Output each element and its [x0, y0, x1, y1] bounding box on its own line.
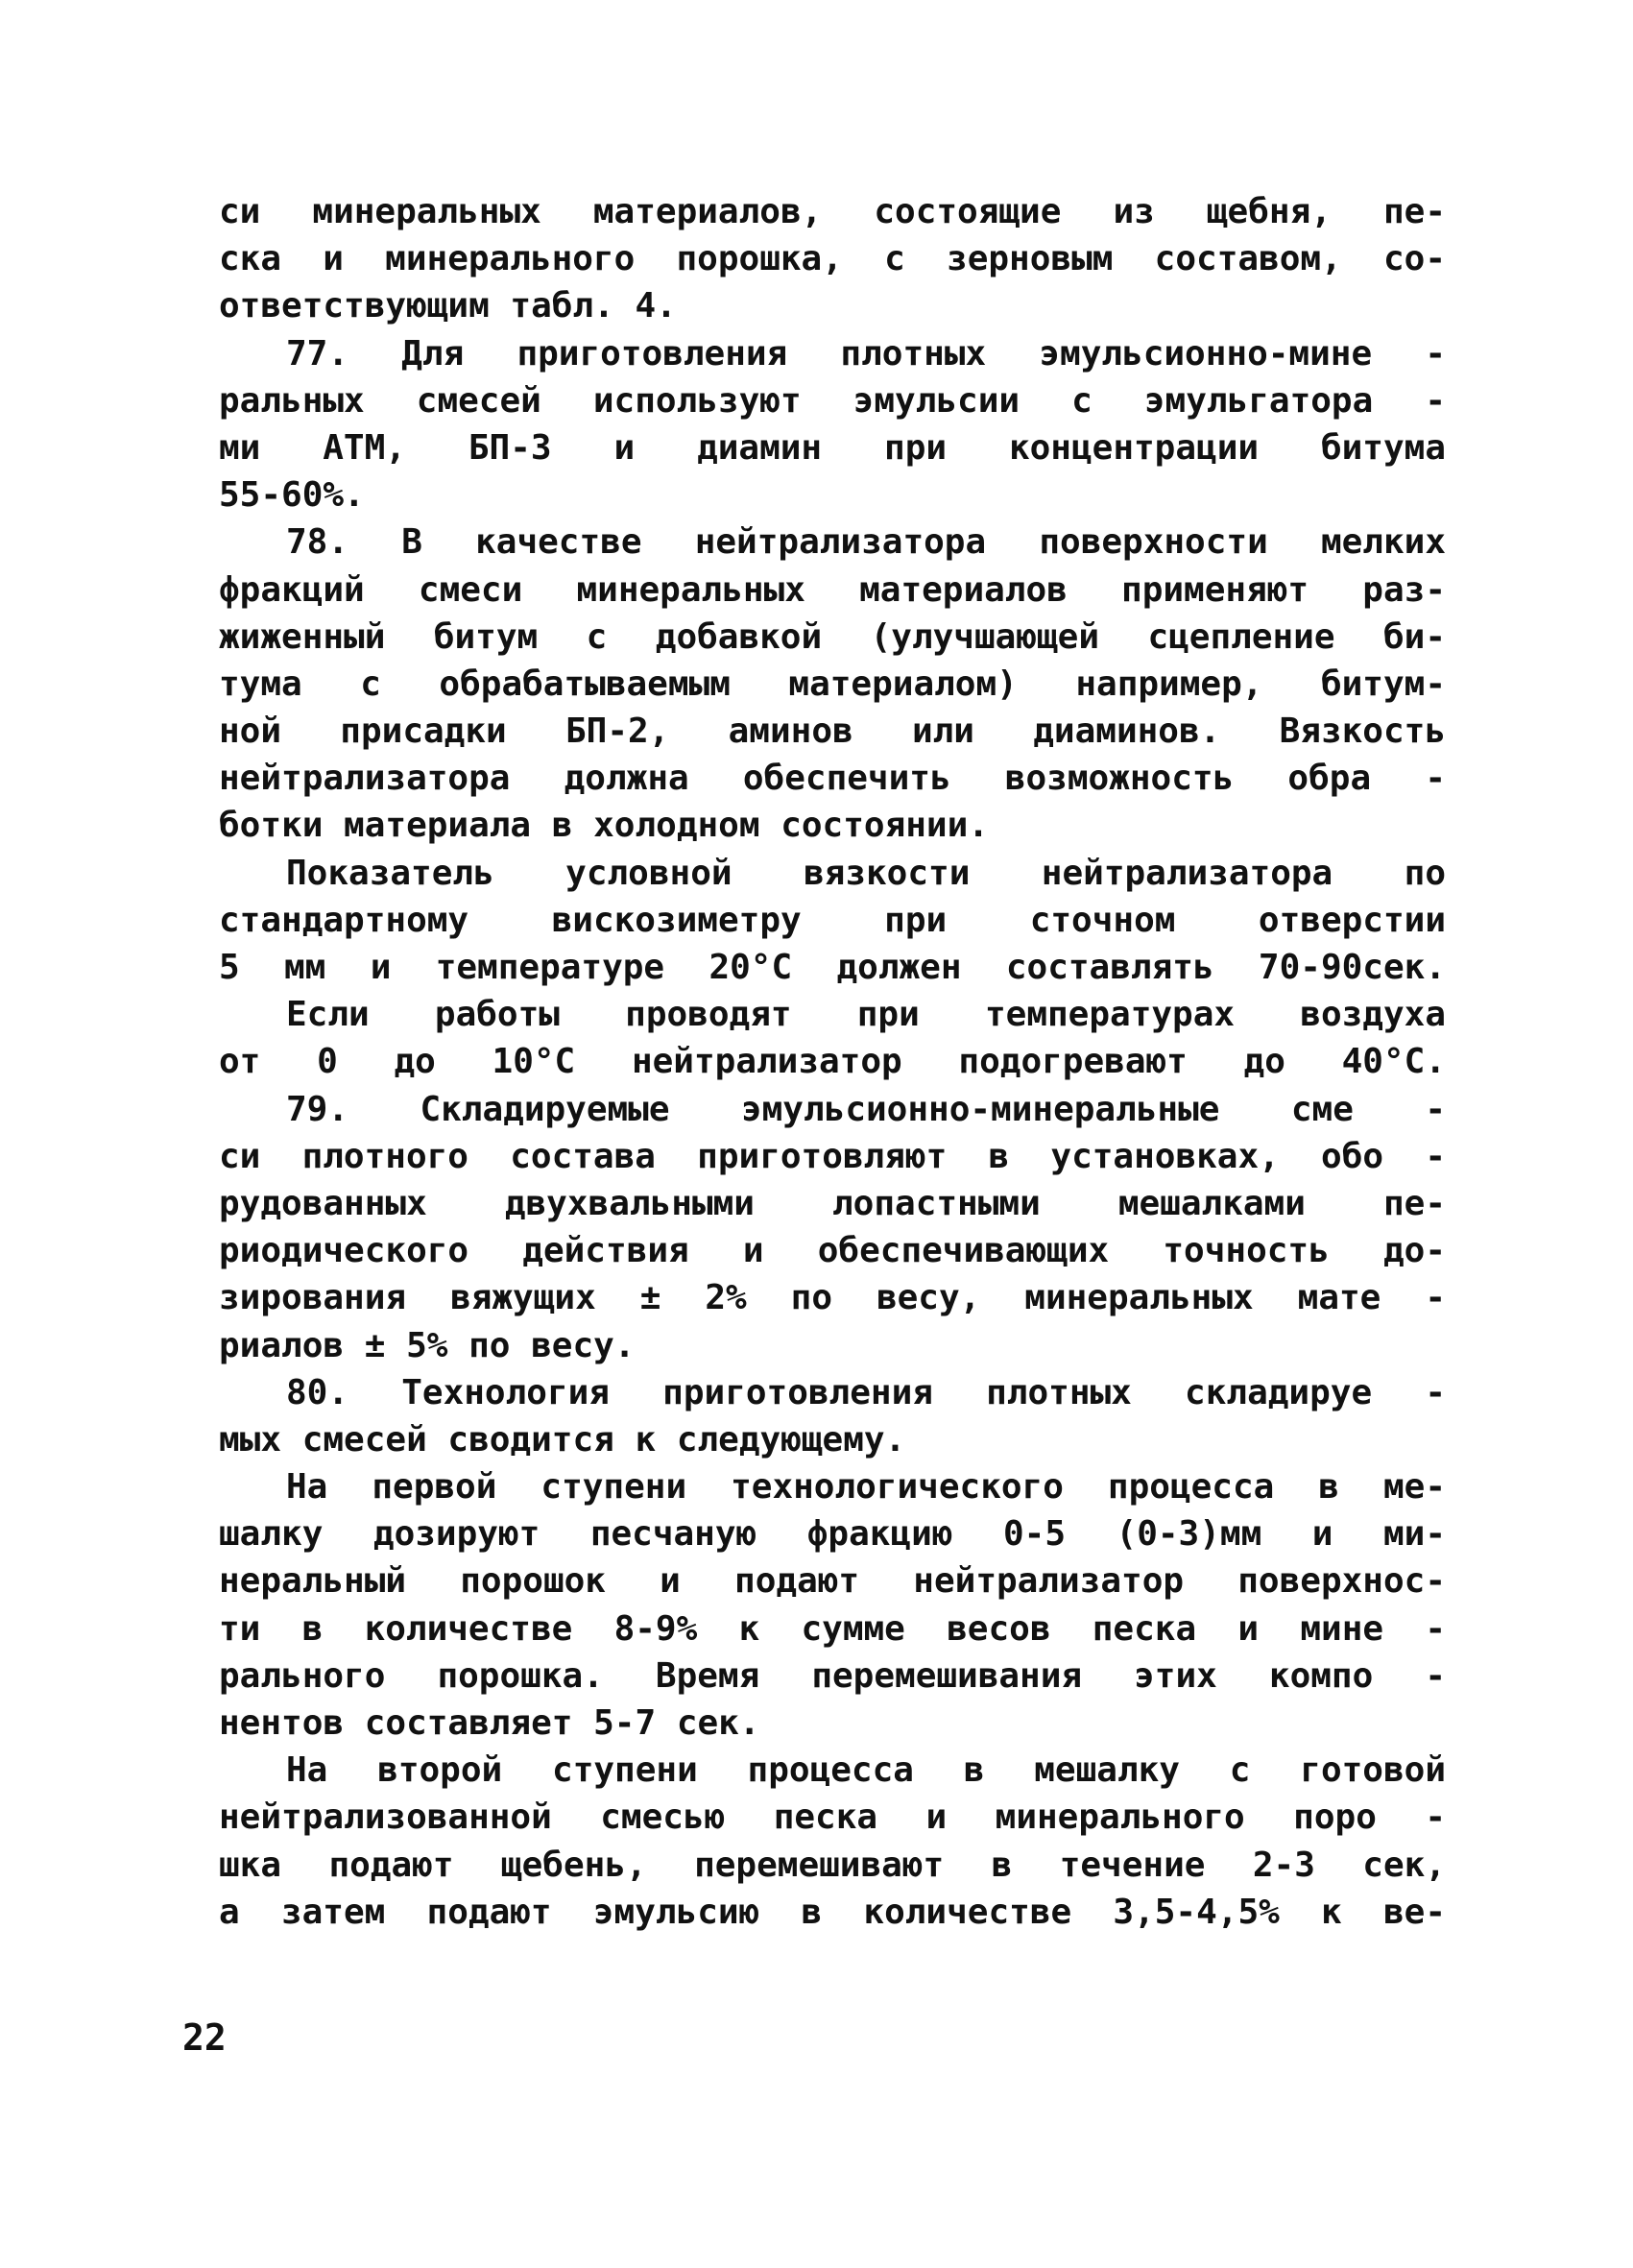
text-line: ральных смесей используют эмульсии с эмульгатора - [219, 380, 1446, 421]
text-line: ботки материала в холодном состоянии. [219, 806, 989, 846]
text-line: нентов составляет 5-7 сек. [219, 1703, 760, 1743]
text-line: жиженный битум с добавкой (улучшающей сцепление би- [219, 616, 1446, 657]
text-line: шалку дозируют песчаную фракцию 0-5 (0-3)мм и ми- [219, 1514, 1446, 1555]
page-number: 22 [182, 2016, 227, 2059]
text-line: ти в количестве 8-9% к сумме весов песка и мине - [219, 1608, 1446, 1649]
text-line: от 0 до 10°С нейтрализатор подогревают до 40°С. [219, 1042, 1446, 1082]
text-line: 55-60%. [219, 475, 365, 516]
text-line: рудованных двухвальными лопастными мешалками пе- [219, 1183, 1446, 1223]
text-line: ми АТМ, БП-3 и диамин при концентрации битума [219, 427, 1446, 468]
text-line: 80. Технология приготовления плотных складируе - [286, 1372, 1446, 1412]
text-line: 77. Для приготовления плотных эмульсионно-мине - [286, 333, 1446, 374]
text-line: 5 мм и температуре 20°С должен составлять 70-90сек. [219, 948, 1446, 987]
text-line: Показатель условной вязкости нейтрализатора по [286, 853, 1446, 893]
text-line: шка подают щебень, перемешивают в течение 2-3 сек, [219, 1845, 1446, 1885]
text-line: ска и минерального порошка, с зерновым составом, со- [219, 239, 1446, 279]
text-line: риалов ± 5% по весу. [219, 1325, 636, 1365]
text-line: ной присадки БП-2, аминов или диаминов. Вязкость [219, 712, 1446, 752]
text-line: тума с обрабатываемым материалом) например, битум- [219, 664, 1446, 704]
text-line: На первой ступени технологического процесса в ме- [286, 1467, 1446, 1508]
text-line: нейтрализатора должна обеспечить возможность обра - [219, 759, 1446, 799]
text-line: а затем подают эмульсию в количестве 3,5-4,5% к ве- [219, 1892, 1446, 1932]
text-line: рального порошка. Время перемешивания этих компо - [219, 1655, 1446, 1696]
text-line: 79. Складируемые эмульсионно-минеральные сме - [286, 1089, 1446, 1129]
text-line: нейтрализованной смесью песка и минерального поро - [219, 1798, 1446, 1838]
text-line: неральный порошок и подают нейтрализатор поверхнос- [219, 1561, 1446, 1602]
text-line: риодического действия и обеспечивающих точность до- [219, 1231, 1446, 1271]
text-line: мых смесей сводится к следующему. [219, 1419, 906, 1460]
body-text [219, 188, 1446, 1936]
text-line: стандартному вискозиметру при сточном отверстии [219, 900, 1446, 940]
text-line: Если работы проводят при температурах воздуха [286, 995, 1446, 1035]
text-line: зирования вяжущих ± 2% по весу, минеральных мате - [219, 1278, 1446, 1318]
text-line: ответствующим табл. 4. [219, 286, 677, 326]
text-line: 78. В качестве нейтрализатора поверхности мелких [286, 522, 1446, 563]
text-line: На второй ступени процесса в мешалку с готовой [286, 1750, 1446, 1791]
text-line: си минеральных материалов, состоящие из щебня, пе- [219, 192, 1446, 231]
text-line: си плотного состава приготовляют в установках, обо - [219, 1136, 1446, 1176]
text-line: фракций смеси минеральных материалов применяют раз- [219, 569, 1446, 610]
